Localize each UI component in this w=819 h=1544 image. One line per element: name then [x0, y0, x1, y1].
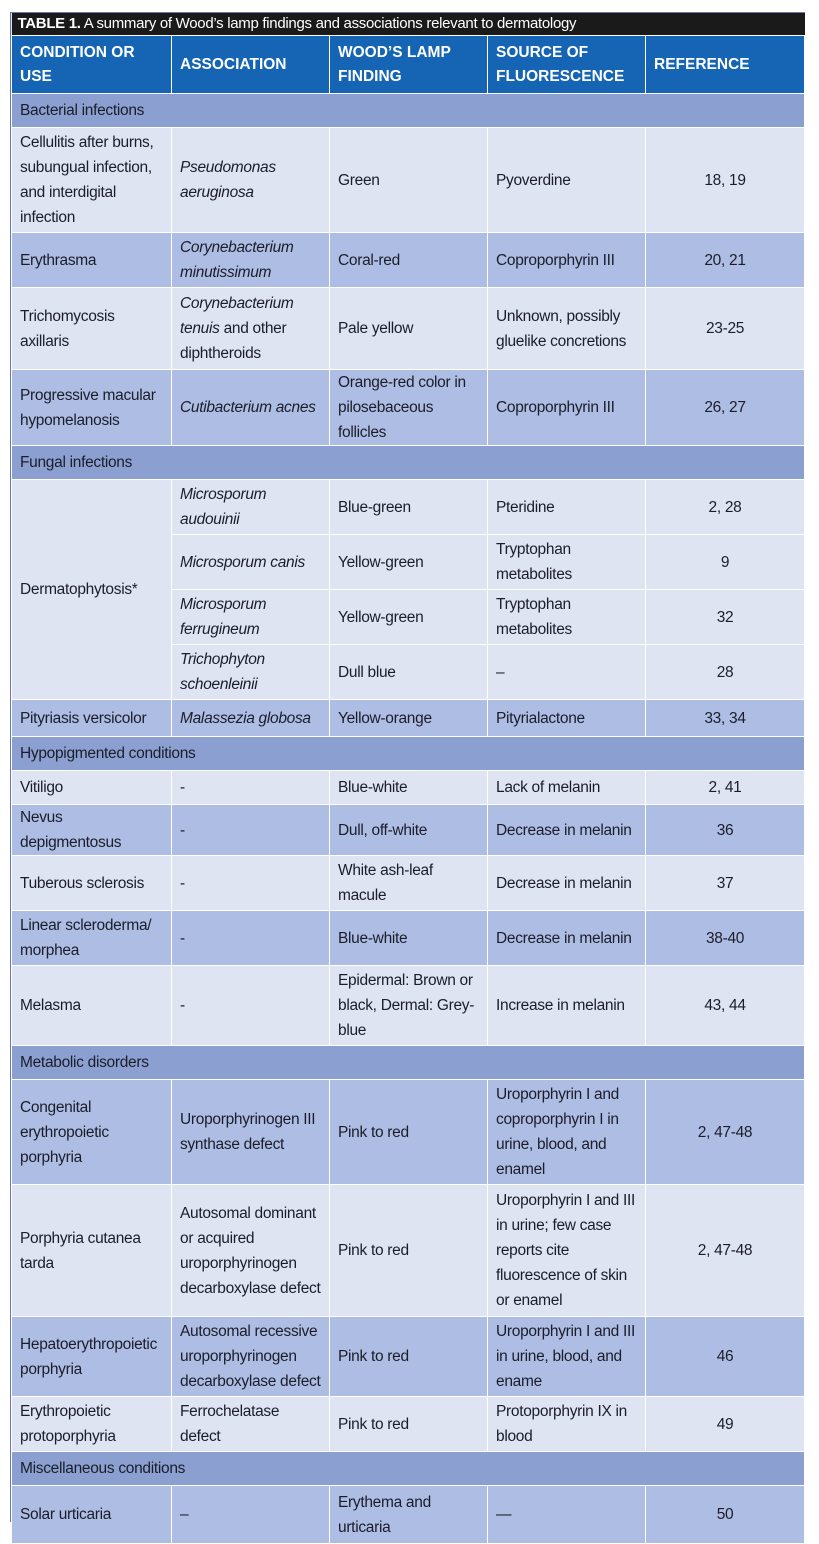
finding-cell: Pink to red	[330, 1080, 488, 1185]
condition-cell: Trichomycosis axillaris	[12, 288, 172, 370]
source-cell: Lack of melanin	[488, 771, 646, 805]
finding-cell: Coral-red	[330, 233, 488, 288]
reference-cell: 32	[646, 590, 805, 645]
condition-cell: Hepatoerythropoietic porphyria	[12, 1317, 172, 1397]
finding-cell: Orange-red color in pilosebaceous follicles	[330, 370, 488, 446]
table-row	[12, 1080, 805, 1185]
association-cell: -	[172, 805, 330, 856]
table-row	[12, 233, 805, 288]
condition-cell: Nevus depigmentosus	[12, 805, 172, 856]
section-label: Fungal infections	[12, 446, 805, 480]
reference-cell: 9	[646, 535, 805, 590]
table-row	[12, 1486, 805, 1544]
source-cell: –	[488, 645, 646, 700]
table-row	[12, 370, 805, 446]
table-row	[12, 288, 805, 370]
section-row	[12, 446, 805, 480]
association-cell: –	[172, 1486, 330, 1544]
source-cell: Coproporphyrin III	[488, 370, 646, 446]
table-number: TABLE 1.	[17, 15, 81, 32]
condition-cell: Erythropoietic protoporphyria	[12, 1397, 172, 1452]
association-text: Cutibacterium acnes	[180, 399, 316, 416]
association-cell: Uroporphyrinogen III synthase defect	[172, 1080, 330, 1185]
source-cell: Unknown, possibly gluelike concretions	[488, 288, 646, 370]
association-text: Malassezia globosa	[180, 709, 311, 727]
table-caption: A summary of Wood’s lamp findings and associations relevant to dermatology	[80, 15, 577, 32]
association-text: Corynebacterium tenuis	[180, 295, 294, 337]
association-text: Pseudomonas aeruginosa	[180, 159, 276, 201]
finding-cell: Blue-green	[330, 480, 488, 535]
section-label: Bacterial infections	[12, 94, 805, 128]
reference-cell: 43, 44	[646, 966, 805, 1046]
column-header: CONDITION OR USE	[12, 36, 172, 94]
association-cell: -	[172, 966, 330, 1046]
association-cell: Autosomal recessive uroporphyrinogen decarboxylase defect	[172, 1317, 330, 1397]
reference-cell: 50	[646, 1486, 805, 1544]
table-row	[12, 911, 805, 966]
reference-cell: 2, 28	[646, 480, 805, 535]
association-cell	[172, 645, 330, 700]
source-cell: —	[488, 1486, 646, 1544]
association-cell	[172, 480, 330, 535]
reference-cell: 28	[646, 645, 805, 700]
reference-cell: 26, 27	[646, 370, 805, 446]
finding-cell: Erythema and urticaria	[330, 1486, 488, 1544]
association-text-rest: and other diphtheroids	[180, 320, 287, 362]
source-cell: Coproporphyrin III	[488, 233, 646, 288]
section-row	[12, 94, 805, 128]
condition-cell: Cellulitis after burns, subungual infection, and interdigital infection	[12, 128, 172, 233]
source-cell: Decrease in melanin	[488, 805, 646, 856]
table-row	[12, 1185, 805, 1317]
source-cell: Decrease in melanin	[488, 911, 646, 966]
finding-cell: Blue-white	[330, 771, 488, 805]
woods-lamp-table	[11, 13, 805, 1544]
source-cell: Pityrialactone	[488, 700, 646, 737]
column-header: WOOD’S LAMP FINDING	[330, 36, 488, 94]
table-row	[12, 700, 805, 737]
source-cell: Uroporphyrin I and coproporphyrin I in urine, blood, and enamel	[488, 1080, 646, 1185]
column-header: SOURCE OF FLUORESCENCE	[488, 36, 646, 94]
association-text: Microsporum audouinii	[180, 486, 267, 528]
table-row	[12, 771, 805, 805]
condition-cell: Porphyria cutanea tarda	[12, 1185, 172, 1317]
condition-cell: Congenital erythropoietic porphyria	[12, 1080, 172, 1185]
condition-cell: Erythrasma	[12, 233, 172, 288]
association-cell	[172, 128, 330, 233]
column-header: REFERENCE	[646, 36, 805, 94]
source-cell: Protoporphyrin IX in blood	[488, 1397, 646, 1452]
association-text: Microsporum canis	[180, 553, 305, 571]
association-cell: Ferrochelatase defect	[172, 1397, 330, 1452]
finding-cell: Pink to red	[330, 1317, 488, 1397]
reference-cell: 46	[646, 1317, 805, 1397]
table-row	[12, 805, 805, 856]
association-cell: Autosomal dominant or acquired uroporphyrinogen decarboxylase defect	[172, 1185, 330, 1317]
source-cell: Increase in melanin	[488, 966, 646, 1046]
reference-cell: 20, 21	[646, 233, 805, 288]
table-row	[12, 966, 805, 1046]
source-cell: Tryptophan metabolites	[488, 535, 646, 590]
finding-cell: White ash-leaf macule	[330, 856, 488, 911]
finding-cell: Pink to red	[330, 1185, 488, 1317]
finding-cell: Dull blue	[330, 645, 488, 700]
section-row	[12, 737, 805, 771]
condition-cell: Progressive macular hypomelanosis	[12, 370, 172, 446]
reference-cell: 23-25	[646, 288, 805, 370]
association-text: Microsporum ferrugineum	[180, 596, 267, 638]
condition-cell: Pityriasis versicolor	[12, 700, 172, 737]
source-cell: Pyoverdine	[488, 128, 646, 233]
finding-cell: Green	[330, 128, 488, 233]
condition-cell: Dermatophytosis*	[12, 480, 172, 700]
table-row	[12, 480, 805, 535]
source-cell: Uroporphyrin I and III in urine; few case reports cite fluorescence of skin or enamel	[488, 1185, 646, 1317]
finding-cell: Epidermal: Brown or black, Dermal: Grey-blue	[330, 966, 488, 1046]
association-text: Trichophyton schoenleinii	[180, 651, 265, 693]
reference-cell: 38-40	[646, 911, 805, 966]
column-header: ASSOCIATION	[172, 36, 330, 94]
condition-cell: Tuberous sclerosis	[12, 856, 172, 911]
association-cell	[172, 700, 330, 737]
finding-cell: Pale yellow	[330, 288, 488, 370]
condition-cell: Melasma	[12, 966, 172, 1046]
section-row	[12, 1046, 805, 1080]
source-cell: Pteridine	[488, 480, 646, 535]
finding-cell: Blue-white	[330, 911, 488, 966]
reference-cell: 33, 34	[646, 700, 805, 737]
source-cell: Tryptophan metabolites	[488, 590, 646, 645]
finding-cell: Yellow-green	[330, 535, 488, 590]
table-row	[12, 1397, 805, 1452]
section-label: Metabolic disorders	[12, 1046, 805, 1080]
table-title	[12, 13, 805, 36]
finding-cell: Pink to red	[330, 1397, 488, 1452]
association-text: Corynebacterium minutissimum	[180, 239, 294, 281]
reference-cell: 37	[646, 856, 805, 911]
condition-cell: Vitiligo	[12, 771, 172, 805]
table-container	[10, 12, 805, 1536]
table-row	[12, 128, 805, 233]
reference-cell: 2, 47-48	[646, 1185, 805, 1317]
finding-cell: Dull, off-white	[330, 805, 488, 856]
table-row	[12, 856, 805, 911]
header-row	[12, 36, 805, 94]
association-cell: -	[172, 856, 330, 911]
reference-cell: 18, 19	[646, 128, 805, 233]
table-row	[12, 1317, 805, 1397]
association-cell: -	[172, 771, 330, 805]
association-cell	[172, 535, 330, 590]
section-label: Hypopigmented conditions	[12, 737, 805, 771]
source-cell: Uroporphyrin I and III in urine, blood, and ename	[488, 1317, 646, 1397]
reference-cell: 2, 47-48	[646, 1080, 805, 1185]
section-row	[12, 1452, 805, 1486]
reference-cell: 2, 41	[646, 771, 805, 805]
source-cell: Decrease in melanin	[488, 856, 646, 911]
reference-cell: 49	[646, 1397, 805, 1452]
association-cell: -	[172, 911, 330, 966]
association-cell	[172, 288, 330, 370]
table-title-row	[12, 13, 805, 36]
association-cell	[172, 233, 330, 288]
association-cell	[172, 590, 330, 645]
condition-cell: Solar urticaria	[12, 1486, 172, 1544]
reference-cell: 36	[646, 805, 805, 856]
section-label: Miscellaneous conditions	[12, 1452, 805, 1486]
association-cell	[172, 370, 330, 446]
finding-cell: Yellow-orange	[330, 700, 488, 737]
finding-cell: Yellow-green	[330, 590, 488, 645]
condition-cell: Linear scleroderma/ morphea	[12, 911, 172, 966]
